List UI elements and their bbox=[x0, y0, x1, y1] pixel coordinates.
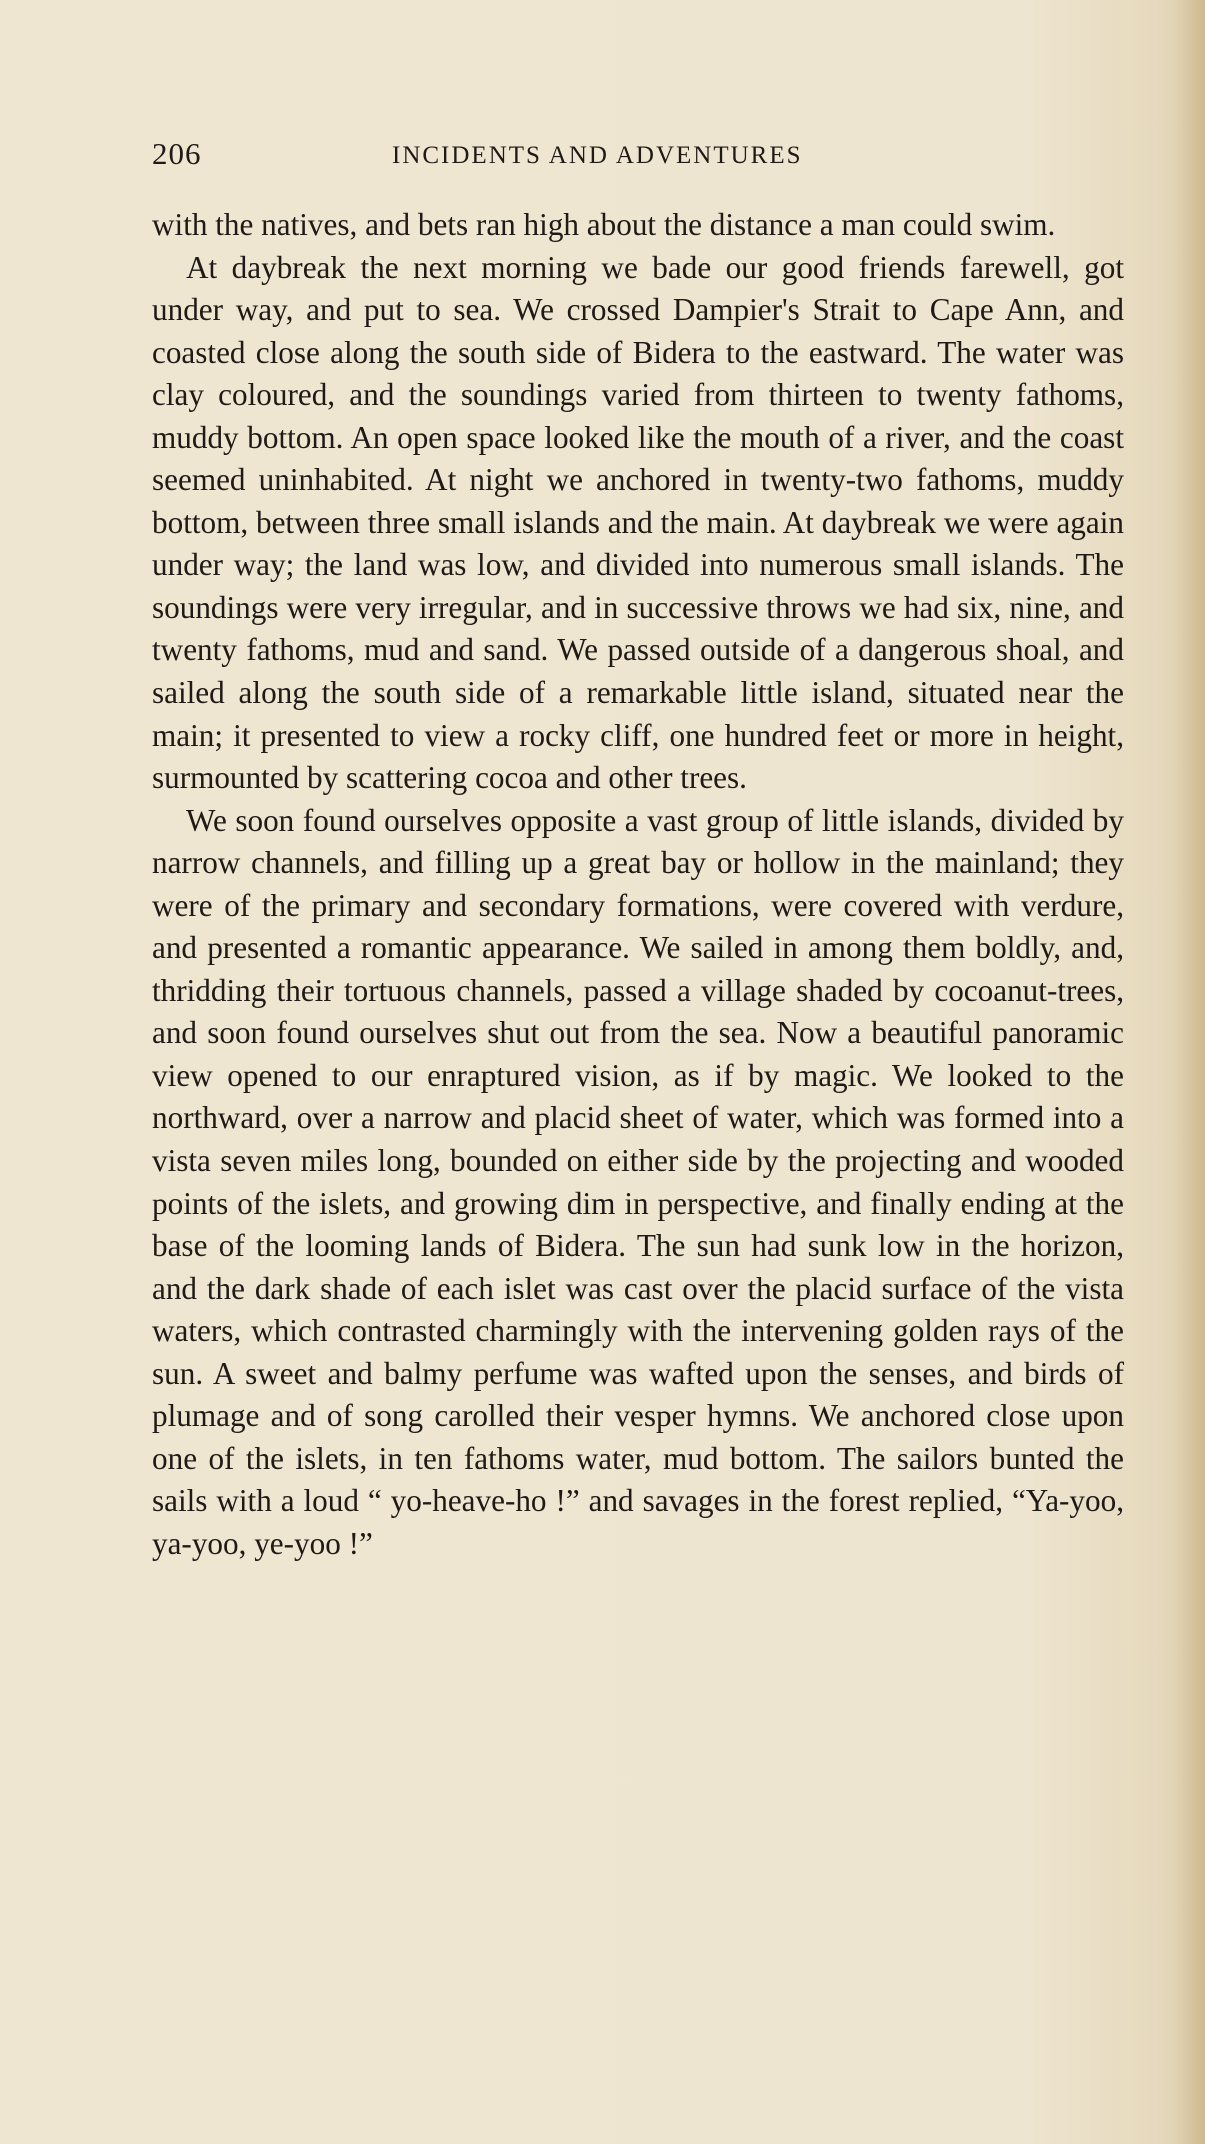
running-head bbox=[152, 136, 892, 176]
paragraph: At daybreak the next morning we bade our good friends farewell, got under way, and put to sea. We crossed Dampier's Strait to Cape Ann, and coasted close along the south side of Bidera to the eastward. The water was clay coloured, and the soundings varied from thirteen to twenty fathoms, muddy bottom. An open space looked like the mouth of a river, and the coast seemed uninhabited. At night we anchored in twenty-two fathoms, muddy bottom, between three small islands and the main. At daybreak we were again under way; the land was low, and divided into numerous small islands. The soundings were very irregular, and in successive throws we had six, nine, and twenty fathoms, mud and sand. We passed outside of a dangerous shoal, and sailed along the south side of a remarkable little island, situated near the main; it presented to view a rocky cliff, one hundred feet or more in height, surmounted by scattering cocoa and other trees. bbox=[152, 249, 1124, 796]
paragraph: We soon found ourselves opposite a vast group of little islands, divided by narrow channels, and filling up a great bay or hollow in the mainland; they were of the primary and secondary formations, were covered with verdure, and presented a romantic appearance. We sailed in among them boldly, and, thridding their tortuous channels, passed a village shaded by cocoanut-trees, and soon found ourselves shut out from the sea. Now a beautiful panoramic view opened to our enraptured vision, as if by magic. We looked to the northward, over a narrow and placid sheet of water, which was formed into a vista seven miles long, bounded on either side by the projecting and wooded points of the islets, and growing dim in perspective, and finally ending at the base of the looming lands of Bidera. The sun had sunk low in the horizon, and the dark shade of each islet was cast over the placid surface of the vista waters, which contrasted charmingly with the intervening golden rays of the sun. A sweet and balmy perfume was wafted upon the senses, and birds of plumage and of song carolled their vesper hymns. We anchored close upon one of the islets, in ten fathoms water, mud bottom. The sailors bunted the sails with a loud “ yo-heave-ho !” and savages in the forest replied, “Ya-yoo, ya-yoo, ye-yoo !” bbox=[152, 802, 1124, 1561]
running-title: INCIDENTS AND ADVENTURES bbox=[392, 142, 803, 169]
page-edge-shadow bbox=[1177, 0, 1205, 2144]
paragraph-continued: with the natives, and bets ran high about the distance a man could swim. bbox=[152, 207, 1056, 242]
body-text bbox=[152, 204, 1124, 1566]
page-number: 206 bbox=[152, 136, 202, 171]
